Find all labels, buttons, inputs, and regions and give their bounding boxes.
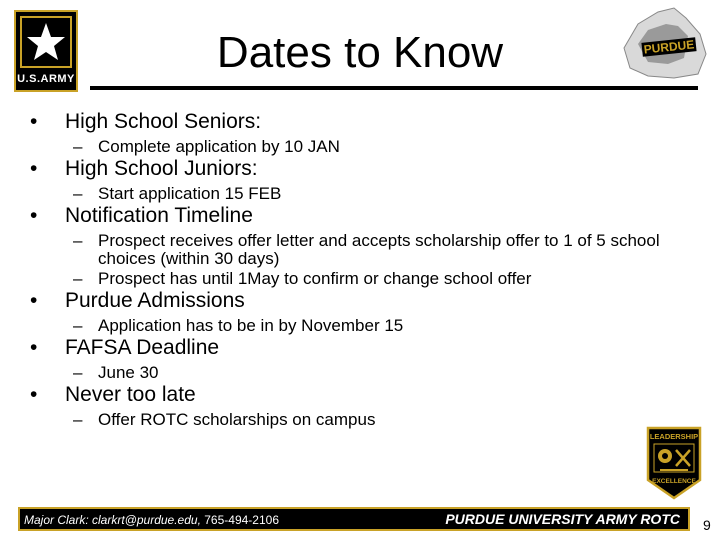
sub-item-text: Offer ROTC scholarships on campus bbox=[98, 410, 376, 429]
section-never-too-late bbox=[30, 382, 660, 429]
section-seniors bbox=[30, 109, 660, 156]
dash-icon: – bbox=[73, 316, 83, 335]
sub-item-text: Application has to be in by November 15 bbox=[98, 316, 404, 335]
us-army-logo bbox=[14, 10, 78, 92]
bullet-icon: • bbox=[30, 383, 38, 406]
contact-name: Major Clark: clarkrt@purdue.edu, bbox=[24, 513, 201, 527]
dash-icon: – bbox=[73, 269, 83, 288]
bullet-text: FAFSA Deadline bbox=[65, 336, 220, 359]
bullet-text: Notification Timeline bbox=[65, 204, 253, 227]
badge-bottom-text: EXCELLENCE bbox=[652, 478, 696, 485]
sub-item-text: June 30 bbox=[98, 363, 159, 382]
section-admissions bbox=[30, 288, 660, 335]
footer-bar bbox=[18, 507, 690, 531]
sub-item-text: Prospect has until 1May to confirm or change school offer bbox=[98, 269, 532, 288]
dash-icon: – bbox=[73, 184, 83, 203]
bullet-item bbox=[30, 156, 660, 182]
sub-item-text: Complete application by 10 JAN bbox=[98, 137, 340, 156]
page-number: 9 bbox=[703, 517, 711, 533]
footer-organization: PURDUE UNIVERSITY ARMY ROTC bbox=[445, 511, 680, 527]
bullet-item bbox=[30, 288, 660, 314]
bullet-item bbox=[30, 335, 660, 361]
bullet-text: Never too late bbox=[65, 383, 196, 406]
section-notification bbox=[30, 203, 660, 288]
section-fafsa bbox=[30, 335, 660, 382]
dash-icon: – bbox=[73, 137, 83, 156]
section-juniors bbox=[30, 156, 660, 203]
sub-item bbox=[30, 411, 660, 429]
bullet-item bbox=[30, 203, 660, 229]
purdue-logo-text: PURDUE bbox=[643, 37, 695, 57]
bullet-text: High School Juniors: bbox=[65, 157, 258, 180]
bullet-text: High School Seniors: bbox=[65, 110, 262, 133]
bullet-icon: • bbox=[30, 157, 38, 180]
bullet-item bbox=[30, 109, 660, 135]
sub-item bbox=[30, 270, 660, 288]
star-icon bbox=[20, 16, 72, 68]
sub-item bbox=[30, 138, 660, 156]
bullet-icon: • bbox=[30, 336, 38, 359]
contact-phone: 765-494-2106 bbox=[200, 513, 279, 527]
slide-content bbox=[30, 109, 660, 429]
purdue-train-logo bbox=[618, 4, 712, 84]
title-divider bbox=[90, 86, 698, 90]
dash-icon: – bbox=[73, 410, 83, 429]
footer-contact bbox=[24, 512, 279, 528]
sub-item bbox=[30, 317, 660, 335]
dash-icon: – bbox=[73, 231, 83, 250]
army-logo-text: U.S.ARMY bbox=[17, 73, 75, 85]
bullet-item bbox=[30, 382, 660, 408]
sub-item bbox=[30, 364, 660, 382]
bullet-icon: • bbox=[30, 289, 38, 312]
bullet-icon: • bbox=[30, 110, 38, 133]
bullet-icon: • bbox=[30, 204, 38, 227]
bullet-text: Purdue Admissions bbox=[65, 289, 245, 312]
sub-item-text: Prospect receives offer letter and accepts scholarship offer to 1 of 5 school choices (within 30 days) bbox=[98, 231, 660, 268]
slide-title: Dates to Know bbox=[216, 28, 504, 77]
leadership-excellence-badge bbox=[646, 426, 702, 500]
sub-item bbox=[30, 232, 660, 268]
dash-icon: – bbox=[73, 363, 83, 382]
sub-item-text: Start application 15 FEB bbox=[98, 184, 282, 203]
sub-item bbox=[30, 185, 660, 203]
badge-top-text: LEADERSHIP bbox=[649, 432, 699, 441]
